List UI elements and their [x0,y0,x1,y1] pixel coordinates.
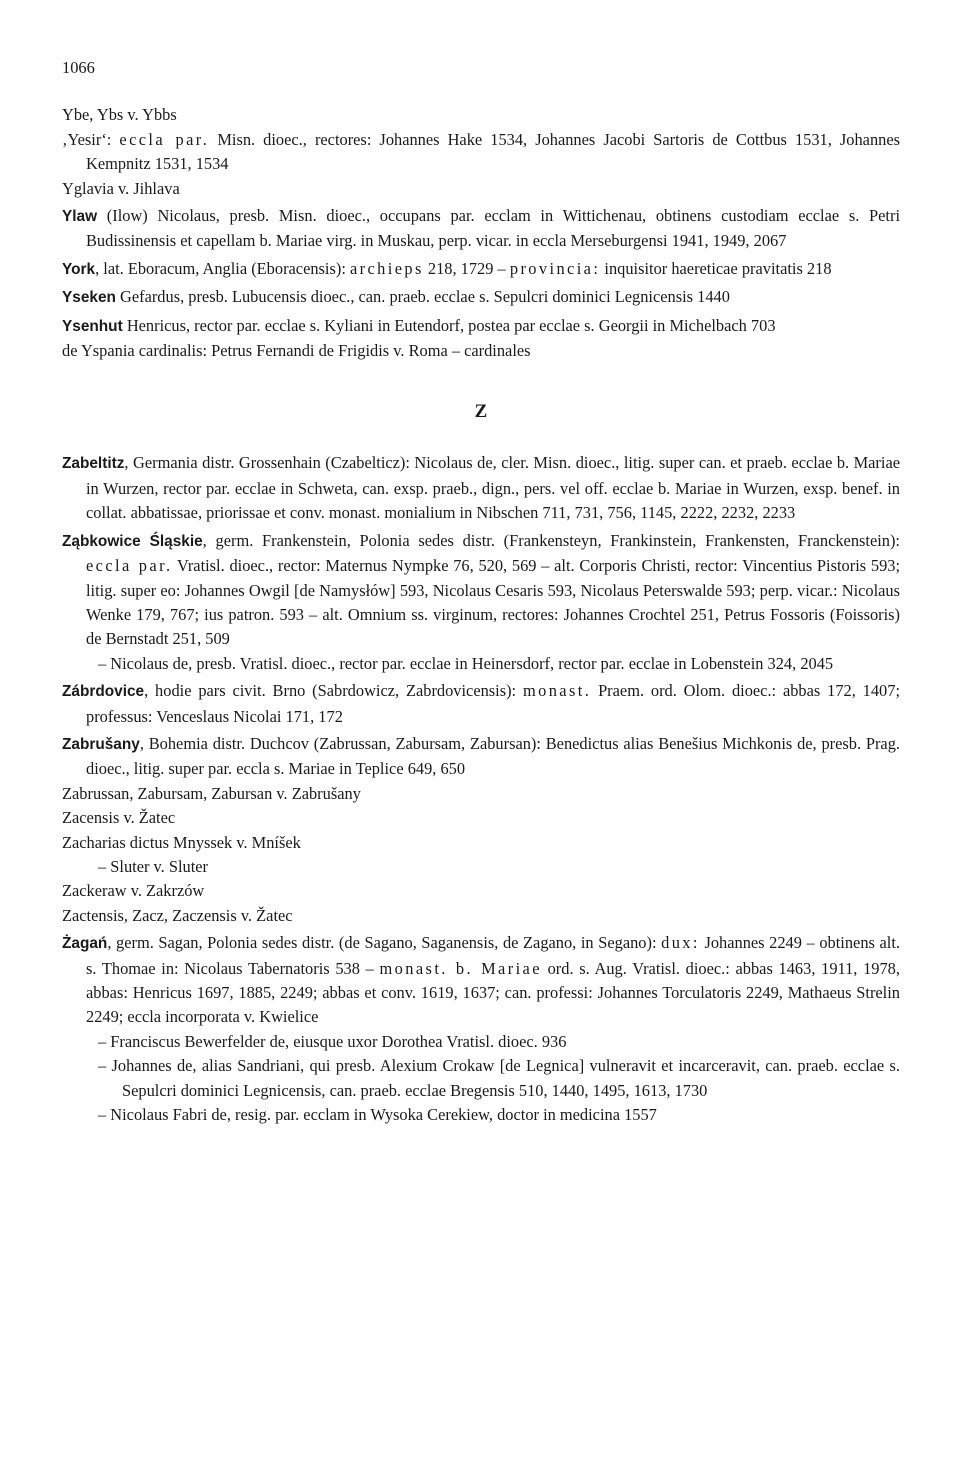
entries-y [62,103,900,363]
index-entry [62,679,900,729]
index-entry [62,732,900,782]
dictionary-page [62,56,900,1127]
index-entry [62,529,900,652]
entry-text: Zactensis, Zacz, Zaczensis v. Žatec [62,905,293,925]
entry-text: Zacharias dictus Mnyssek v. Mníšek [62,832,301,852]
entry-text: – Nicolaus de, presb. Vratisl. dioec., rector par. ecclae in Heinersdorf, rector par. ecclae in Lobenstein 324, 2045 [98,653,834,673]
entry-text: – Sluter v. Sluter [98,856,209,876]
entry-headword: Żagań [62,935,108,953]
index-entry [62,451,900,525]
entry-text: Praem. ord. Olom. dioec.: abbas 172, 1407; professus: Venceslaus Nicolai 171, 172 [86,681,900,726]
spaced-term: dux: [661,933,700,953]
sub-entry [62,652,900,676]
entry-headword: Ylaw [62,208,98,226]
entry-text: Zackeraw v. Zakrzów [62,881,205,901]
entry-text: Henricus, rector par. ecclae s. Kyliani in Eutendorf, postea par ecclae s. Georgii in Michelbach 703 [122,315,776,335]
entry-text: ord. s. Aug. Vratisl. dioec.: abbas 1463, 1911, 1978, abbas: Henricus 1697, 1885, 2249; abbas et conv. 1619, 1637; can. professi: Johannes Torculatoris 2249, Mathaeus Strelin 2249; eccla incorporata v. Kwielice [86,958,900,1027]
entry-headword: Yseken [62,289,116,307]
entry-headword: Zabeltitz [62,455,125,473]
entry-text: Misn. dioec., rectores: Johannes Hake 1534, Johannes Jacobi Sartoris de Cottbus 1531, Johannes Kempnitz 1531, 1534 [86,129,900,174]
sub-entry [62,1054,900,1103]
entry-text: – Franciscus Bewerfelder de, eiusque uxor Dorothea Vratisl. dioec. 936 [98,1031,567,1051]
index-entry [62,314,900,339]
spaced-term: archieps [349,258,424,278]
index-entry [62,103,900,127]
entry-text: (Ilow) Nicolaus, presb. Misn. dioec., occupans par. ecclam in Wittichenau, obtinens custodiam ecclae s. Petri Budissinensis et capellam b. Mariae virg. in Muskau, perp. vicar. in eccla Merseburgensi 1941, 1949, 2067 [86,206,900,251]
index-entry [62,879,900,903]
index-entry [62,782,900,806]
spaced-term: eccla par. [86,556,173,576]
entry-headword: Ysenhut [62,317,123,335]
entry-text: Zabrussan, Zabursam, Zabursan v. Zabrušany [62,783,361,803]
page-number: 1066 [62,58,95,77]
entry-text: – Nicolaus Fabri de, resig. par. ecclam in Wysoka Cerekiew, doctor in medicina 1557 [98,1105,657,1125]
entry-headword: Ząbkowice Śląskie [62,532,203,550]
entry-text: ‚Yesir‘: [62,129,120,149]
index-entry [62,831,900,855]
entry-text: Ybe, Ybs v. Ybbs [62,105,177,125]
entry-text: Gefardus, presb. Lubucensis dioec., can. praeb. ecclae s. Sepulcri dominici Legnicensis 1440 [115,287,730,307]
entry-text: – Johannes de, alias Sandriani, qui presb. Alexium Crokaw [de Legnica] vulneravit et incarceravit, can. praeb. ecclae s. Sepulcri dominici Legnicensis, can. praeb. ecclae Bregensis 510, 1440, 1495, 1613, 1730 [98,1056,900,1100]
entry-text: Vratisl. dioec., rector: Maternus Nympke 76, 520, 569 – alt. Corporis Christi, rector: Vincentius Pistoris 593; litig. super eo: Johannes Owgil [de Namysłów] 593, Nicolaus Cesaris 593, Nicolaus Peterswalde 593; perp. vicar.: Nicolaus Wenke 179, 767; ius patron. 593 – alt. Omnium ss. virginum, rectores: Johannes Crochtel 251, Petrus Fossoris (Foissoris) de Bernstadt 251, 509 [86,556,901,649]
entry-text: , Bohemia distr. Duchcov (Zabrussan, Zabursam, Zabursan): Benedictus alias Benešius Michkonis de, presb. Prag. dioec., litig. super par. eccla s. Mariae in Teplice 649, 650 [86,733,900,779]
index-entry [62,339,900,363]
entry-text: , lat. Eboracum, Anglia (Eboracensis): [95,258,350,278]
index-entry [62,128,900,177]
spaced-term: monast. b. Mariae [379,958,542,978]
entry-headword: Zábrdovice [62,683,145,701]
entry-headword: York [62,260,96,278]
entry-text: , Germania distr. Grossenhain (Czabelticz): Nicolaus de, cler. Misn. dioec., litig. super can. et praeb. ecclae b. Mariae in Wurzen, rector par. ecclae in Schweta, can. exsp. praeb., dign., pers. vel off. ecclae b. Mariae in Wurzen, exsp. benef. in collat. abbatissae, priorissae et conv. monast. monialium in Nibschen 711, 731, 756, 1145, 2222, 2232, 2233 [86,453,900,523]
index-entry [62,257,900,282]
entry-text: inquisitor haereticae pravitatis 218 [600,258,832,278]
index-entry [62,285,900,310]
index-entry [62,177,900,201]
entry-text: , hodie pars civit. Brno (Sabrdowicz, Zabrdovicensis): [144,681,523,701]
index-entry [62,806,900,830]
sub-entry [62,1030,900,1054]
section-letter-heading: Z [474,401,488,423]
entry-text: 218, 1729 – [423,258,510,278]
entry-text: de Yspania cardinalis: Petrus Fernandi de Frigidis v. Roma – cardinales [62,341,531,361]
spaced-term: monast. [522,681,592,701]
entry-text: Johannes 2249 – obtinens alt. s. Thomae in: Nicolaus Tabernatoris 538 – [86,933,900,978]
entry-text: , germ. Sagan, Polonia sedes distr. (de Sagano, Saganensis, de Zagano, in Segano): [107,933,662,953]
entries-z [62,451,900,1127]
sub-entry [62,1103,900,1127]
index-entry [62,931,900,1030]
entry-headword: Zabrušany [62,735,140,753]
entry-text: Zacensis v. Žatec [62,808,176,828]
index-entry [62,204,900,254]
entry-text: , germ. Frankenstein, Polonia sedes distr. (Frankensteyn, Frankinstein, Frankensten, Franckenstein): [202,530,900,550]
index-entry [62,904,900,928]
spaced-term: eccla par. [119,129,210,149]
spaced-term: provincia: [509,258,601,278]
entry-text: Yglavia v. Jihlava [62,178,180,198]
sub-entry [62,855,900,879]
